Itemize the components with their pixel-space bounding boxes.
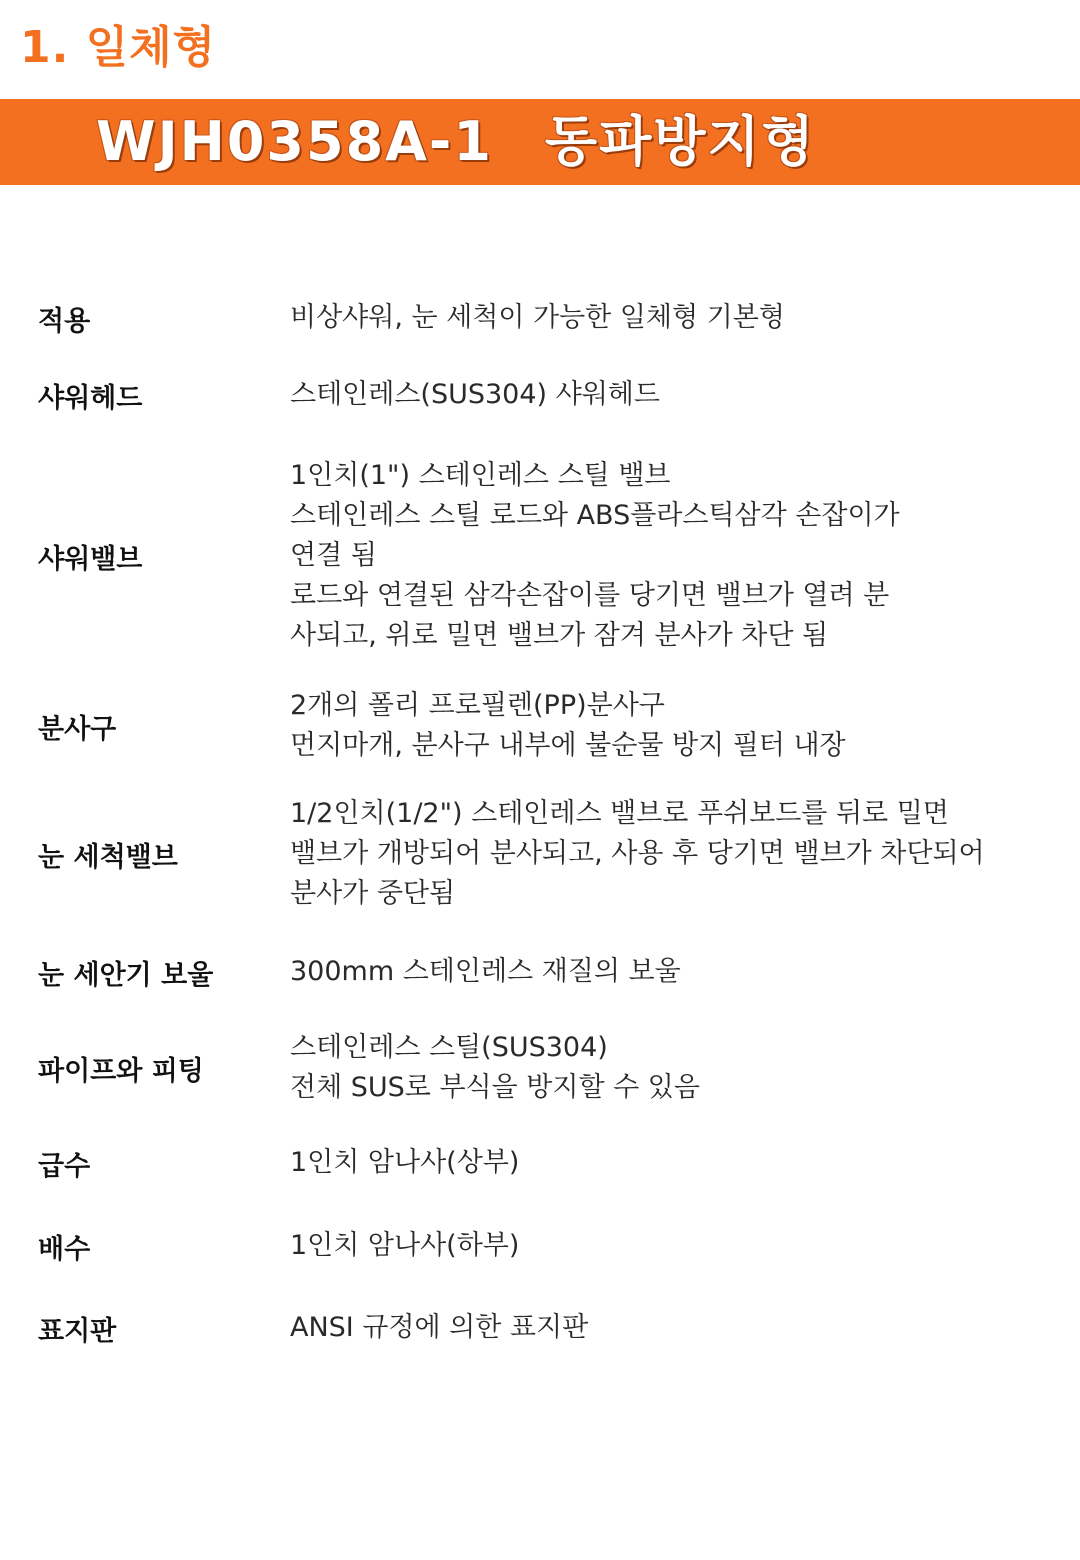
spec-value-line: 연결 됨 bbox=[290, 540, 377, 571]
model-type: 동파방지형 bbox=[544, 110, 816, 173]
spec-row-eye-wash-valve bbox=[38, 794, 1048, 914]
spec-row-pipe-fitting bbox=[38, 1028, 1048, 1108]
spec-value-line: ANSI 규정에 의한 표지판 bbox=[290, 1312, 589, 1343]
spec-row-shower-head bbox=[38, 375, 1048, 415]
spec-value-line: 스테인레스 스틸(SUS304) bbox=[290, 1032, 608, 1063]
spec-value bbox=[290, 1143, 1048, 1183]
spec-value-line: 로드와 연결된 삼각손잡이를 당기면 밸브가 열려 분 bbox=[290, 580, 890, 611]
section-title: 1. 일체형 bbox=[20, 22, 217, 73]
spec-value-line: 300mm 스테인레스 재질의 보울 bbox=[290, 956, 681, 987]
spec-value bbox=[290, 686, 1048, 766]
model-code: WJH0358A-1 bbox=[96, 110, 493, 173]
spec-label: 적용 bbox=[38, 305, 91, 337]
spec-value bbox=[290, 794, 1048, 914]
spec-row-drain bbox=[38, 1226, 1048, 1266]
spec-value-line: 스테인레스(SUS304) 샤워헤드 bbox=[290, 379, 660, 410]
spec-value-line: 1/2인치(1/2") 스테인레스 밸브로 푸쉬보드를 뒤로 밀면 bbox=[290, 798, 949, 829]
spec-label: 눈 세안기 보울 bbox=[38, 959, 214, 991]
spec-value bbox=[290, 375, 1048, 415]
spec-value bbox=[290, 1226, 1048, 1266]
spec-value-line: 스테인레스 스틸 로드와 ABS플라스틱삼각 손잡이가 bbox=[290, 500, 900, 531]
spec-row-water-supply bbox=[38, 1143, 1048, 1183]
spec-label: 표지판 bbox=[38, 1315, 117, 1347]
spec-value-line: 2개의 폴리 프로필렌(PP)분사구 bbox=[290, 690, 665, 721]
spec-value-line: 분사가 중단됨 bbox=[290, 878, 456, 909]
spec-row-application bbox=[38, 298, 1048, 338]
model-banner-text bbox=[96, 99, 816, 185]
spec-label: 샤워밸브 bbox=[38, 543, 143, 575]
spec-label: 급수 bbox=[38, 1150, 91, 1182]
spec-label: 파이프와 피팅 bbox=[38, 1055, 204, 1087]
spec-value-line: 전체 SUS로 부식을 방지할 수 있음 bbox=[290, 1072, 700, 1103]
spec-value bbox=[290, 456, 1048, 656]
spec-row-signboard bbox=[38, 1308, 1048, 1348]
spec-value-line: 1인치(1") 스테인레스 스틸 밸브 bbox=[290, 460, 671, 491]
spec-label: 배수 bbox=[38, 1233, 91, 1265]
spec-label: 샤워헤드 bbox=[38, 382, 143, 414]
spec-value bbox=[290, 1028, 1048, 1108]
spec-value-line: 사되고, 위로 밀면 밸브가 잠겨 분사가 차단 됨 bbox=[290, 620, 829, 651]
spec-value-line: 1인치 암나사(하부) bbox=[290, 1230, 520, 1261]
spec-label: 눈 세척밸브 bbox=[38, 841, 178, 873]
spec-value-line: 비상샤워, 눈 세척이 가능한 일체형 기본형 bbox=[290, 302, 785, 333]
spec-row-nozzle bbox=[38, 686, 1048, 766]
spec-value-line: 밸브가 개방되어 분사되고, 사용 후 당기면 밸브가 차단되어 bbox=[290, 838, 985, 869]
spec-row-eye-wash-bowl bbox=[38, 952, 1048, 992]
spec-value bbox=[290, 298, 1048, 338]
spec-value bbox=[290, 1308, 1048, 1348]
spec-value-line: 1인치 암나사(상부) bbox=[290, 1147, 520, 1178]
spec-value-line: 먼지마개, 분사구 내부에 불순물 방지 필터 내장 bbox=[290, 730, 846, 761]
spec-value bbox=[290, 952, 1048, 992]
model-banner bbox=[0, 99, 1080, 185]
spec-row-shower-valve bbox=[38, 456, 1048, 656]
spec-label: 분사구 bbox=[38, 713, 117, 745]
